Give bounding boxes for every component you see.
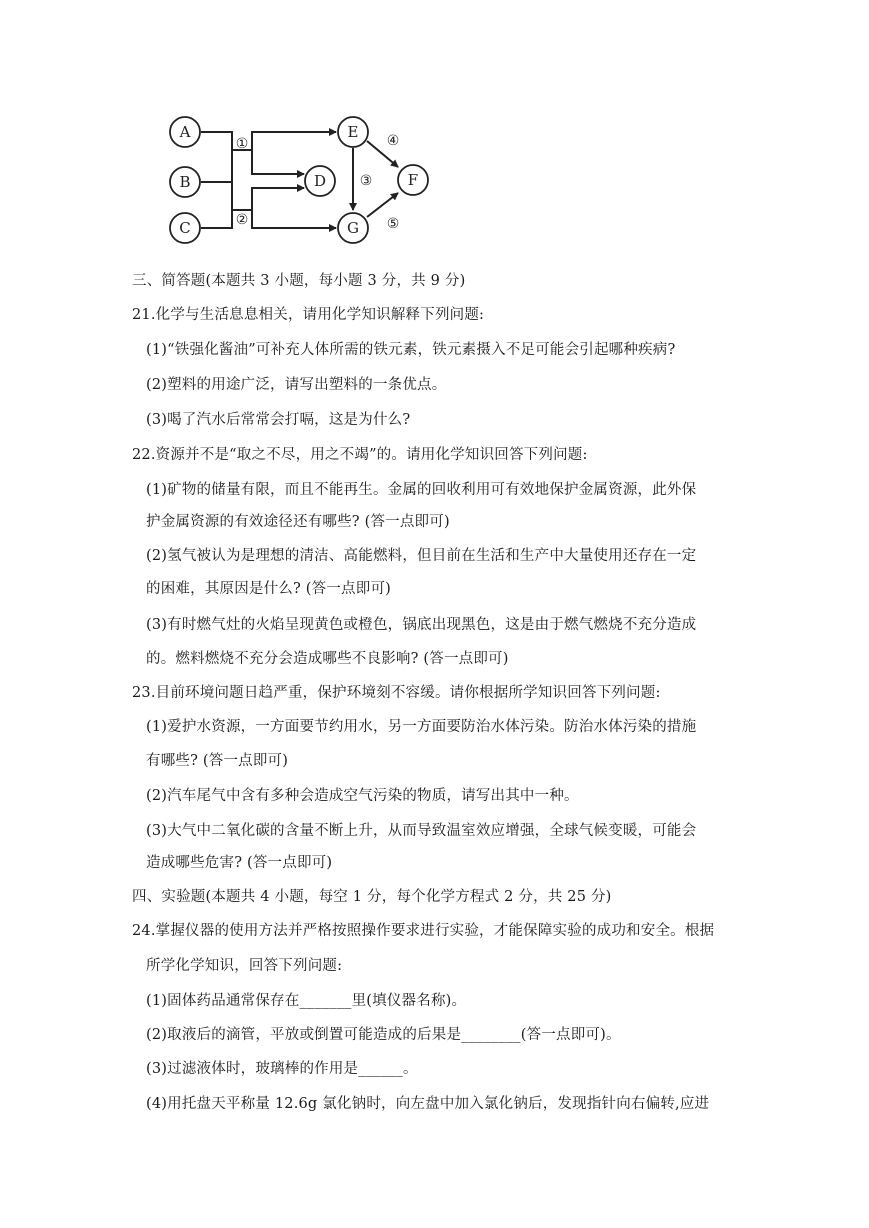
- section-4-heading: 四、实验题(本题共 4 小题，每空 1 分，每个化学方程式 2 分，共 25 分): [132, 889, 612, 905]
- question-22-1-cont: 护金属资源的有效途径还有哪些? (答一点即可): [146, 514, 450, 530]
- question-23: 23.目前环境问题日趋严重，保护环境刻不容缓。请你根据所学知识回答下列问题:: [132, 685, 661, 701]
- question-23-1: (1)爱护水资源，一方面要节约用水，另一方面要防治水体污染。防治水体污染的措施: [146, 719, 697, 735]
- connector-a: [201, 132, 232, 150]
- question-21-2: (2)塑料的用途广泛，请写出塑料的一条优点。: [146, 377, 447, 393]
- marker-3: ③: [359, 173, 373, 189]
- question-24-3: (3)过滤液体时，玻璃棒的作用是______。: [146, 1061, 418, 1077]
- marker-4: ④: [386, 133, 400, 149]
- question-22-3-cont: 的。燃料燃烧不充分会造成哪些不良影响? (答一点即可): [146, 651, 509, 667]
- question-24-2: (2)取液后的滴管，平放或倒置可能造成的后果是________(答一点即可)。: [146, 1027, 621, 1043]
- connector-c: [201, 210, 232, 228]
- question-24-cont: 所学化学知识，回答下列问题:: [146, 958, 343, 974]
- node-f-label: F: [407, 171, 419, 189]
- question-22-2: (2)氢气被认为是理想的清洁、高能燃料，但目前在生活和生产中大量使用还存在一定: [146, 548, 697, 564]
- question-22-2-cont: 的困难，其原因是什么? (答一点即可): [146, 581, 391, 597]
- question-23-1-cont: 有哪些? (答一点即可): [146, 753, 289, 769]
- node-d-label: D: [313, 172, 327, 190]
- node-b-label: B: [179, 173, 191, 191]
- connector-b-upper: [201, 150, 232, 182]
- marker-5: ⑤: [386, 216, 400, 232]
- question-23-3: (3)大气中二氧化碳的含量不断上升，从而导致温室效应增强，全球气候变暖，可能会: [146, 823, 697, 839]
- question-21-3: (3)喝了汽水后常常会打嗝，这是为什么?: [146, 412, 411, 428]
- question-24-1: (1)固体药品通常保存在_______里(填仪器名称)。: [146, 993, 467, 1009]
- node-c-label: C: [179, 219, 191, 237]
- section-3-heading: 三、简答题(本题共 3 小题，每小题 3 分，共 9 分): [132, 273, 466, 289]
- reaction-flow-diagram: [160, 110, 440, 250]
- question-22-3: (3)有时燃气灶的火焰呈现黄色或橙色，锅底出现黑色，这是由于燃气燃烧不充分造成: [146, 617, 697, 633]
- node-e-label: E: [347, 123, 359, 141]
- question-22-1: (1)矿物的储量有限，而且不能再生。金属的回收利用可有效地保护金属资源，此外保: [146, 482, 697, 498]
- question-24-4: (4)用托盘天平称量 12.6g 氯化钠时，向左盘中加入氯化钠后，发现指针向右偏转,应进: [146, 1096, 710, 1112]
- node-g-label: G: [347, 219, 359, 237]
- cross-mid: [252, 150, 304, 174]
- question-22: 22.资源并不是“取之不尽，用之不竭”的。请用化学知识回答下列问题:: [132, 447, 588, 463]
- marker-1: ①: [235, 136, 249, 152]
- node-a-label: A: [179, 123, 191, 141]
- question-23-3-cont: 造成哪些危害? (答一点即可): [146, 855, 333, 871]
- cross-mid-lower: [232, 188, 304, 210]
- question-23-2: (2)汽车尾气中含有多种会造成空气污染的物质，请写出其中一种。: [146, 788, 579, 804]
- marker-2: ②: [235, 212, 249, 228]
- cross-bottom: [252, 210, 336, 228]
- question-24: 24.掌握仪器的使用方法并严格按照操作要求进行实验，才能保障实验的成功和安全。根据: [132, 923, 715, 939]
- arrow-g-f: [367, 193, 398, 217]
- question-21-1: (1)“铁强化酱油”可补充人体所需的铁元素，铁元素摄入不足可能会引起哪种疾病?: [146, 342, 676, 358]
- question-21: 21.化学与生活息息相关，请用化学知识解释下列问题:: [132, 307, 485, 323]
